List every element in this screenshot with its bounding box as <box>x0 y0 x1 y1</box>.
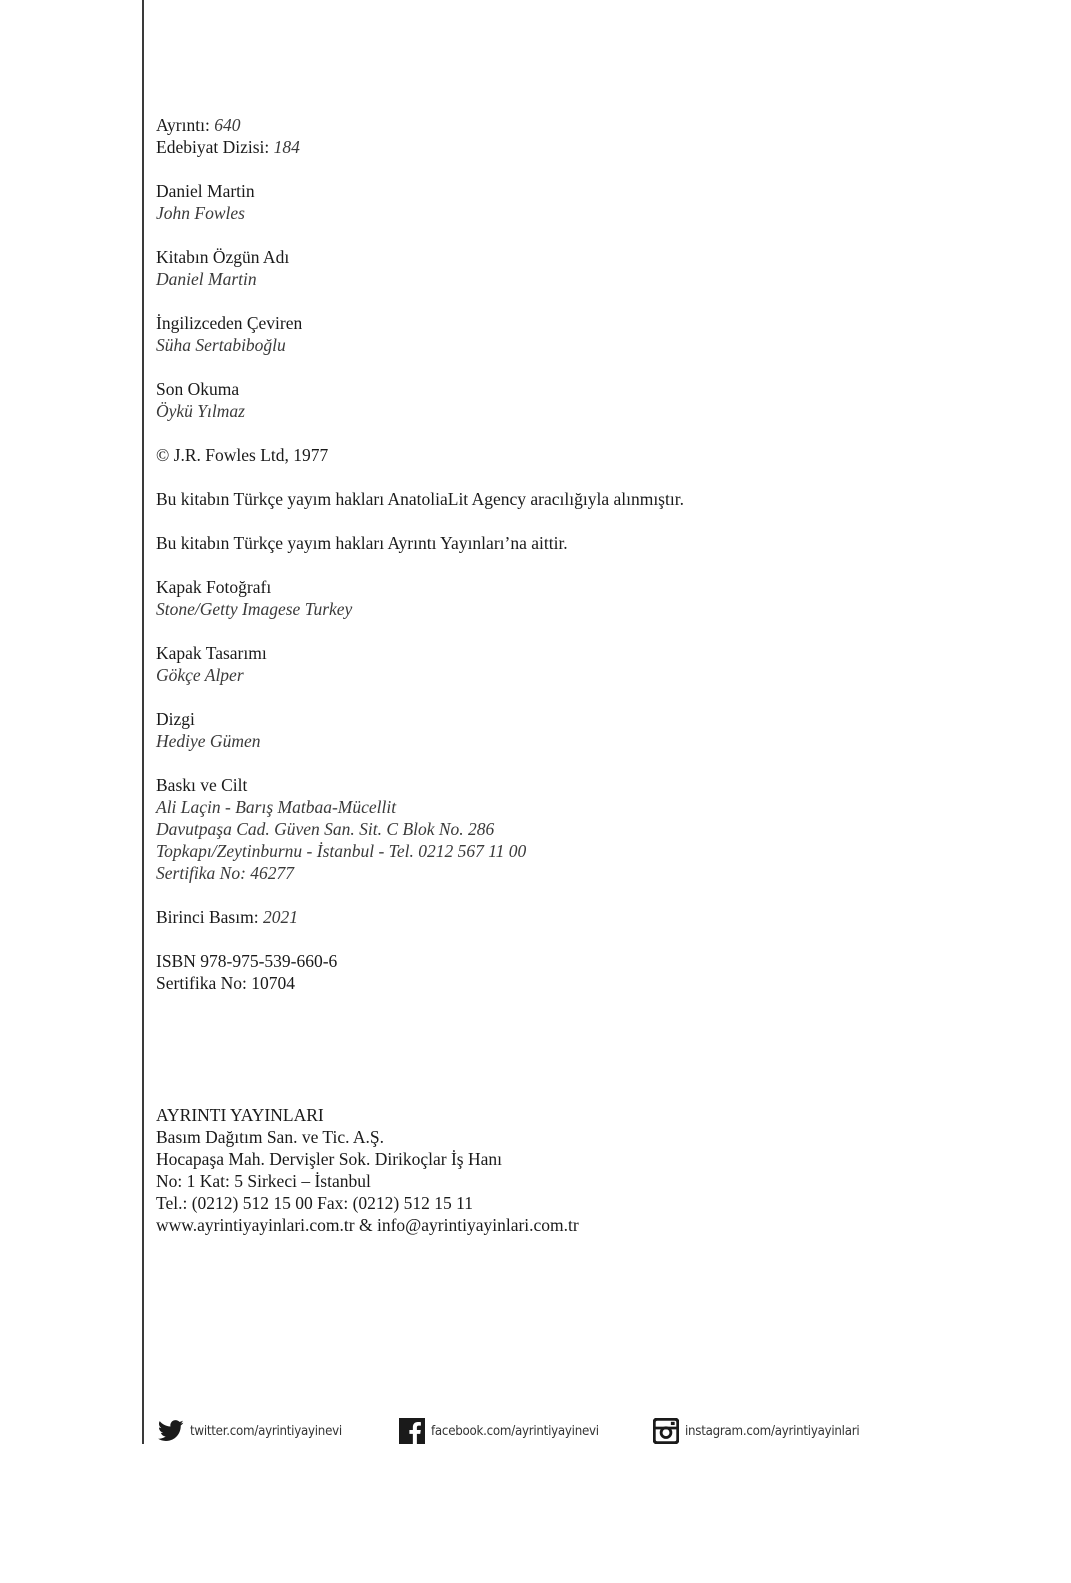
colophon <box>156 114 1036 1236</box>
credit-value: Öykü Yılmaz <box>156 401 245 421</box>
credit-label: Kitabın Özgün Adı <box>156 247 290 267</box>
first-edition: Birinci Basım: 2021 <box>156 907 298 927</box>
publisher-line: Hocapaşa Mah. Dervişler Sok. Dirikoçlar İş Hanı <box>156 1149 503 1169</box>
twitter-icon <box>158 1420 184 1442</box>
rights-statement: Bu kitabın Türkçe yayım hakları Ayrıntı Yayınları’na aittir. <box>156 533 568 553</box>
publisher-name: AYRINTI YAYINLARI <box>156 1105 324 1125</box>
credit-value: Süha Sertabiboğlu <box>156 335 286 355</box>
literature-series-number: Edebiyat Dizisi: 184 <box>156 137 300 157</box>
printing-label: Baskı ve Cilt <box>156 775 248 795</box>
credit-value: Stone/Getty Imagese Turkey <box>156 599 353 619</box>
credit-label: Kapak Tasarımı <box>156 643 267 663</box>
publisher-line: Basım Dağıtım San. ve Tic. A.Ş. <box>156 1127 385 1147</box>
rights-statement: Bu kitabın Türkçe yayım hakları AnatoliaLit Agency aracılığıyla alınmıştır. <box>156 489 684 509</box>
credit-label: Son Okuma <box>156 379 240 399</box>
credit-value: Daniel Martin <box>156 269 257 289</box>
credit-value: Hediye Gümen <box>156 731 261 751</box>
isbn: ISBN 978-975-539-660-6 <box>156 951 338 971</box>
credit-label: Kapak Fotoğrafı <box>156 577 272 597</box>
printing-line: Topkapı/Zeytinburnu - İstanbul - Tel. 0212 567 11 00 <box>156 841 527 861</box>
publisher-line: www.ayrintiyayinlari.com.tr & info@ayrintiyayinlari.com.tr <box>156 1215 579 1235</box>
printing-line: Davutpaşa Cad. Güven San. Sit. C Blok No. 286 <box>156 819 495 839</box>
publisher-line: Tel.: (0212) 512 15 00 Fax: (0212) 512 15 11 <box>156 1193 473 1213</box>
margin-rule <box>142 0 144 1444</box>
publisher-line: No: 1 Kat: 5 Sirkeci – İstanbul <box>156 1171 371 1191</box>
social-link-facebook[interactable]: facebook.com/ayrintiyayinevi <box>399 1418 627 1444</box>
credit-label: İngilizceden Çeviren <box>156 313 303 333</box>
series-number: Ayrıntı: 640 <box>156 115 241 135</box>
social-link-twitter[interactable]: twitter.com/ayrintiyayinevi <box>158 1420 373 1442</box>
copyright: © J.R. Fowles Ltd, 1977 <box>156 445 329 465</box>
credit-label: Dizgi <box>156 709 195 729</box>
instagram-icon <box>653 1418 679 1444</box>
printing-line: Ali Laçin - Barış Matbaa-Mücellit <box>156 797 397 817</box>
book-author: John Fowles <box>156 203 245 223</box>
credit-value: Gökçe Alper <box>156 665 244 685</box>
book-title: Daniel Martin <box>156 181 255 201</box>
certificate-number: Sertifika No: 10704 <box>156 973 296 993</box>
social-link-instagram[interactable]: instagram.com/ayrintiyayinlari <box>653 1418 867 1444</box>
facebook-icon <box>399 1418 425 1444</box>
printing-line: Sertifika No: 46277 <box>156 863 295 883</box>
social-links <box>158 1418 893 1444</box>
